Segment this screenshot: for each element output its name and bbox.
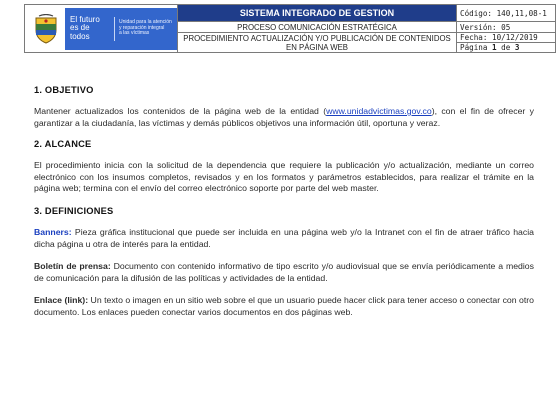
brand-name: El futuro es de todos (70, 14, 100, 41)
definition-term: Boletín de prensa: (34, 261, 111, 272)
alcance-paragraph: El procedimiento inicia con la solicitud de la dependencia que requiere la publicación y/o actualización, mediante un correo electrónico con los insumos completos, revisados y en los formatos y parámetros establecidos, para realizar el trámite en la página web; termina con el envío del correo electrónico soporte por parte del web master. (34, 160, 534, 194)
document-version: Versión: 05 (457, 22, 556, 33)
brand-tagline: Unidad para la atención y reparación integral a las víctimas (119, 19, 172, 37)
definition-item: Enlace (link): Un texto o imagen en un sitio web sobre el que un usuario puede hacer click para tener acceso o conectar con otro documento. Los enlaces pueden conectar varios documentos en dos páginas web. (34, 295, 534, 317)
document-body (34, 80, 534, 319)
definition-item: Boletín de prensa: Documento con contenido informativo de tipo escrito y/o audiovisual que se envía periódicamente a medios de comunicación para la difusión de las políticas y actividades de la entidad. (34, 261, 534, 283)
section-heading-alcance: 2. ALCANCE (34, 139, 92, 150)
section-heading-definiciones: 3. DEFINICIONES (34, 205, 114, 216)
document-date: Fecha: 10/12/2019 (457, 33, 556, 43)
brand-block (65, 8, 177, 50)
definition-item: Banners: Pieza gráfica institucional que puede ser incluida en una página web y/o la Intranet con el fin de atraer tráfico hacia dicha página u otra de interés para la entidad. (34, 226, 534, 249)
process-name: PROCESO COMUNICACIÓN ESTRATÉGICA (178, 22, 457, 33)
document-code: Código: 140,11,08-1 (457, 5, 556, 22)
section-heading-objetivo: 1. OBJETIVO (34, 85, 94, 95)
objetivo-paragraph: Mantener actualizados los contenidos de la página web de la entidad (www.unidadvictimas.gov.co), con el fin de ofrecer y garantizar a la ciudadanía, las víctimas y demás públicos objetivos una información útil, oportuna y veraz. (34, 106, 534, 128)
logo-cell (25, 5, 178, 53)
definition-term: Banners: (34, 226, 72, 237)
document-header-table (24, 4, 556, 53)
system-title: SISTEMA INTEGRADO DE GESTION (178, 5, 457, 22)
brand-divider (114, 17, 115, 41)
definition-term: Enlace (link): (34, 295, 89, 306)
page-number: Página 1 de 3 (457, 43, 556, 53)
coat-of-arms-icon (33, 14, 59, 44)
institution-logo (25, 8, 177, 50)
website-link[interactable]: www.unidadvictimas.gov.co (326, 106, 432, 116)
procedure-name: PROCEDIMIENTO ACTUALIZACIÓN Y/O PUBLICACIÓN DE CONTENIDOS EN PÁGINA WEB (178, 33, 457, 53)
